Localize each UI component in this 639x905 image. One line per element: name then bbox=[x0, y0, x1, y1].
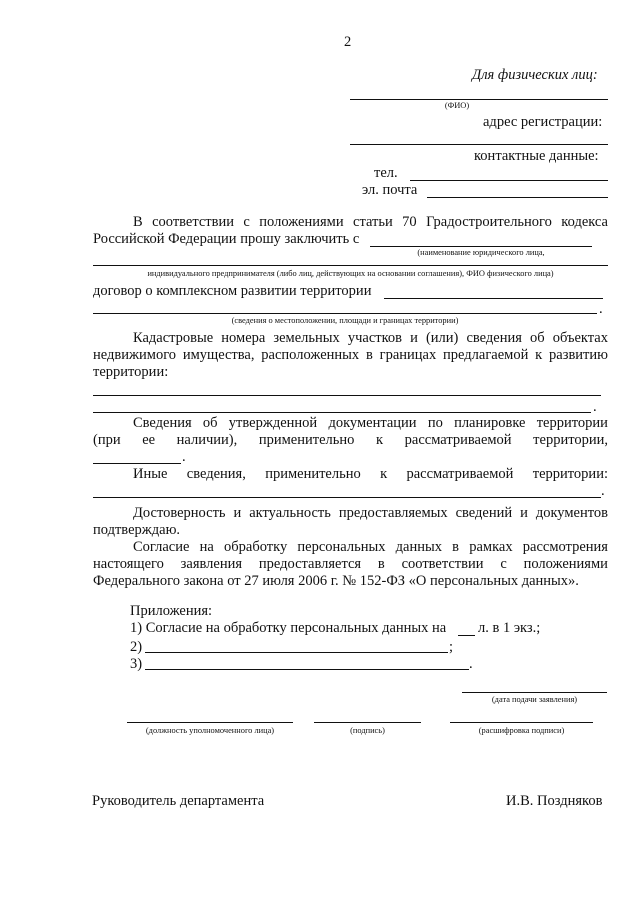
signature-decoding-field-line[interactable] bbox=[450, 722, 593, 723]
tel-label: тел. bbox=[374, 165, 398, 181]
attachment-3-period: . bbox=[469, 656, 473, 672]
organization-field-line-2[interactable] bbox=[93, 265, 608, 266]
registration-address-line[interactable] bbox=[350, 144, 608, 145]
date-field-line[interactable] bbox=[462, 692, 607, 693]
position-field-line[interactable] bbox=[127, 722, 293, 723]
attachment-1-text: 1) Согласие на обработку персональных данных на bbox=[130, 620, 447, 636]
territory-caption: (сведения о местоположении, площади и границах территории) bbox=[231, 316, 459, 325]
date-caption: (дата подачи заявления) bbox=[491, 695, 578, 704]
cadastral-field-line-1[interactable] bbox=[93, 395, 601, 396]
attachment-3-label: 3) bbox=[130, 656, 143, 672]
attachment-1-sheets-field[interactable] bbox=[458, 635, 475, 636]
reliability-line-1: Достоверность и актуальность предоставляемых сведений и документов bbox=[133, 505, 608, 521]
cadastral-line-2: недвижимого имущества, расположенных в границах предлагаемой к развитию bbox=[93, 347, 608, 363]
tel-field-line[interactable] bbox=[410, 180, 608, 181]
consent-line-1: Согласие на обработку персональных данных в рамках рассмотрения bbox=[133, 539, 608, 555]
attachment-2-field-line[interactable] bbox=[145, 652, 448, 653]
page-number: 2 bbox=[344, 34, 352, 50]
cadastral-line-1: Кадастровые номера земельных участков и (или) сведения об объектах bbox=[133, 330, 608, 346]
position-caption: (должность уполномоченного лица) bbox=[145, 726, 275, 735]
organization-field-line[interactable] bbox=[370, 246, 592, 247]
attachment-2-semicolon: ; bbox=[449, 639, 454, 655]
contact-data-label: контактные данные: bbox=[474, 148, 599, 164]
reliability-line-2: подтверждаю. bbox=[93, 522, 181, 538]
planning-field-line[interactable] bbox=[93, 463, 181, 464]
cadastral-period: . bbox=[593, 399, 597, 415]
signature-caption: (подпись) bbox=[350, 726, 385, 735]
fio-caption: (ФИО) bbox=[444, 101, 470, 110]
cadastral-line-3: территории: bbox=[93, 364, 169, 380]
territory-field-line[interactable] bbox=[93, 313, 597, 314]
planning-line-2: (при ее наличии), применительно к рассматриваемой территории, bbox=[93, 432, 608, 448]
cadastral-field-line-2[interactable] bbox=[93, 412, 591, 413]
attachment-1-suffix: л. в 1 экз.; bbox=[478, 620, 541, 636]
planning-line-1: Сведения об утвержденной документации по планировке территории bbox=[133, 415, 608, 431]
registration-address-label: адрес регистрации: bbox=[483, 114, 603, 130]
for-individuals-heading: Для физических лиц: bbox=[472, 67, 598, 83]
department-head-name: И.В. Поздняков bbox=[506, 793, 603, 809]
department-head-title: Руководитель департамента bbox=[92, 793, 265, 809]
other-info-field-line[interactable] bbox=[93, 497, 601, 498]
contract-line-label: договор о комплексном развитии территории bbox=[93, 283, 372, 299]
other-info-period: . bbox=[601, 483, 605, 499]
consent-line-2: настоящего заявления предоставляется в соответствии с положениями bbox=[93, 556, 608, 572]
fio-field-line[interactable] bbox=[350, 99, 608, 100]
contract-field-line[interactable] bbox=[384, 298, 603, 299]
territory-line-period: . bbox=[599, 301, 603, 317]
other-info-line: Иные сведения, применительно к рассматриваемой территории: bbox=[133, 466, 608, 482]
attachment-3-field-line[interactable] bbox=[145, 669, 469, 670]
email-label: эл. почта bbox=[362, 182, 418, 198]
signature-field-line[interactable] bbox=[314, 722, 421, 723]
request-paragraph-line-1: В соответствии с положениями статьи 70 Градостроительного кодекса bbox=[133, 214, 608, 230]
attachment-2-label: 2) bbox=[130, 639, 143, 655]
request-paragraph-line-2: Российской Федерации прошу заключить с bbox=[93, 231, 360, 247]
organization-caption-2: индивидуального предпринимателя (либо лиц, действующих на основании соглашения), ФИО физического лица) bbox=[147, 269, 554, 278]
attachments-title: Приложения: bbox=[130, 603, 213, 619]
signature-decoding-caption: (расшифровка подписи) bbox=[478, 726, 565, 735]
email-field-line[interactable] bbox=[427, 197, 608, 198]
consent-line-3: Федерального закона от 27 июля 2006 г. № 152-ФЗ «О персональных данных». bbox=[93, 573, 579, 589]
organization-caption-1: (наименование юридического лица, bbox=[417, 248, 545, 257]
planning-period: . bbox=[182, 449, 186, 465]
